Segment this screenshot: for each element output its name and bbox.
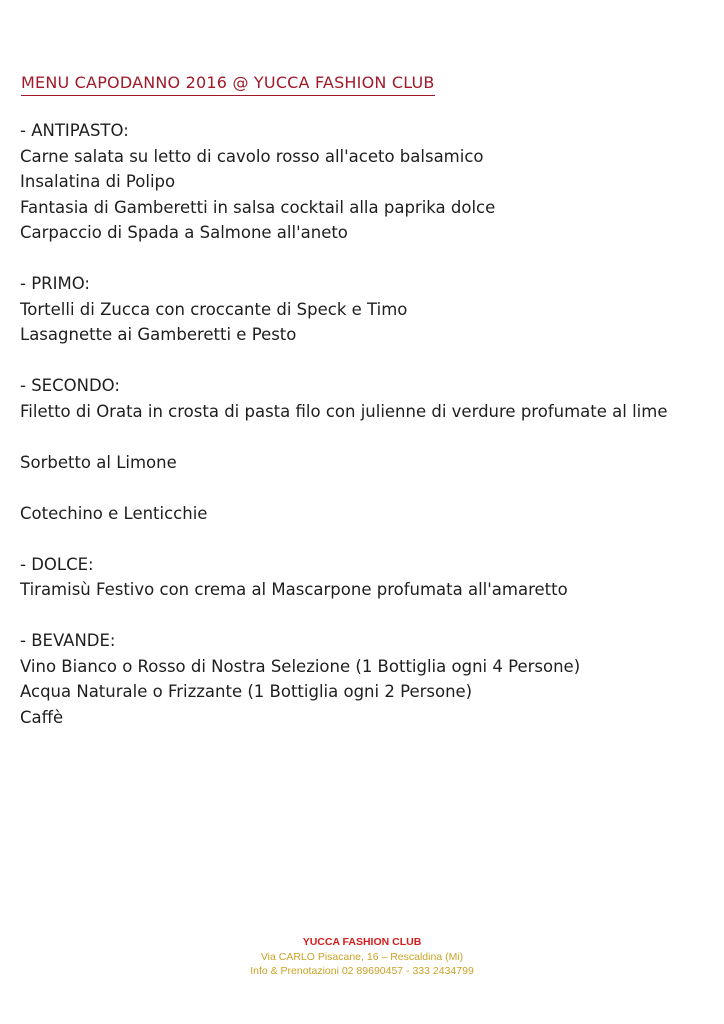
section-dolce [20,552,710,603]
menu-item: Tortelli di Zucca con croccante di Speck e Timo [20,299,408,319]
section-heading: - BEVANDE: [20,631,116,650]
menu-item: Acqua Naturale o Frizzante (1 Bottiglia ogni 2 Persone) [20,682,473,701]
section-bevande [20,628,710,730]
section-cotechino [20,501,710,527]
section-sorbetto [20,450,710,476]
section-heading: - SECONDO: [20,376,120,395]
menu-item: Caffè [20,707,64,727]
menu-item: Carne salata su letto di cavolo rosso all'aceto balsamico [20,146,484,166]
section-secondo [20,373,710,424]
menu-item: Fantasia di Gamberetti in salsa cocktail alla paprika dolce [20,197,496,217]
section-antipasto [20,118,710,246]
menu-item: Cotechino e Lenticchie [20,503,208,523]
footer [0,935,724,979]
menu-body [20,118,710,756]
section-heading: - DOLCE: [20,554,94,574]
section-heading: - ANTIPASTO: [20,121,129,140]
menu-item: Sorbetto al Limone [20,452,177,472]
footer-club-name: YUCCA FASHION CLUB [302,936,422,948]
footer-address: Via CARLO Pisacane, 16 – Rescaldina (Mi) [260,950,464,963]
menu-item: Filetto di Orata in crosta di pasta filo con julienne di verdure profumate al lime [20,401,668,421]
menu-item: Insalatina di Polipo [20,172,176,191]
footer-contact-info: Info & Prenotazioni 02 89690457 - 333 2434799 [250,965,474,977]
menu-item: Tiramisù Festivo con crema al Mascarpone profumata all'amaretto [20,580,568,599]
menu-item: Carpaccio di Spada a Salmone all'aneto [20,223,348,242]
menu-item: Vino Bianco o Rosso di Nostra Selezione (1 Bottiglia ogni 4 Persone) [20,656,581,676]
section-heading: - PRIMO: [20,274,90,293]
menu-title: MENU CAPODANNO 2016 @ YUCCA FASHION CLUB [21,72,435,96]
menu-item: Lasagnette ai Gamberetti e Pesto [20,325,297,344]
section-primo [20,271,710,348]
